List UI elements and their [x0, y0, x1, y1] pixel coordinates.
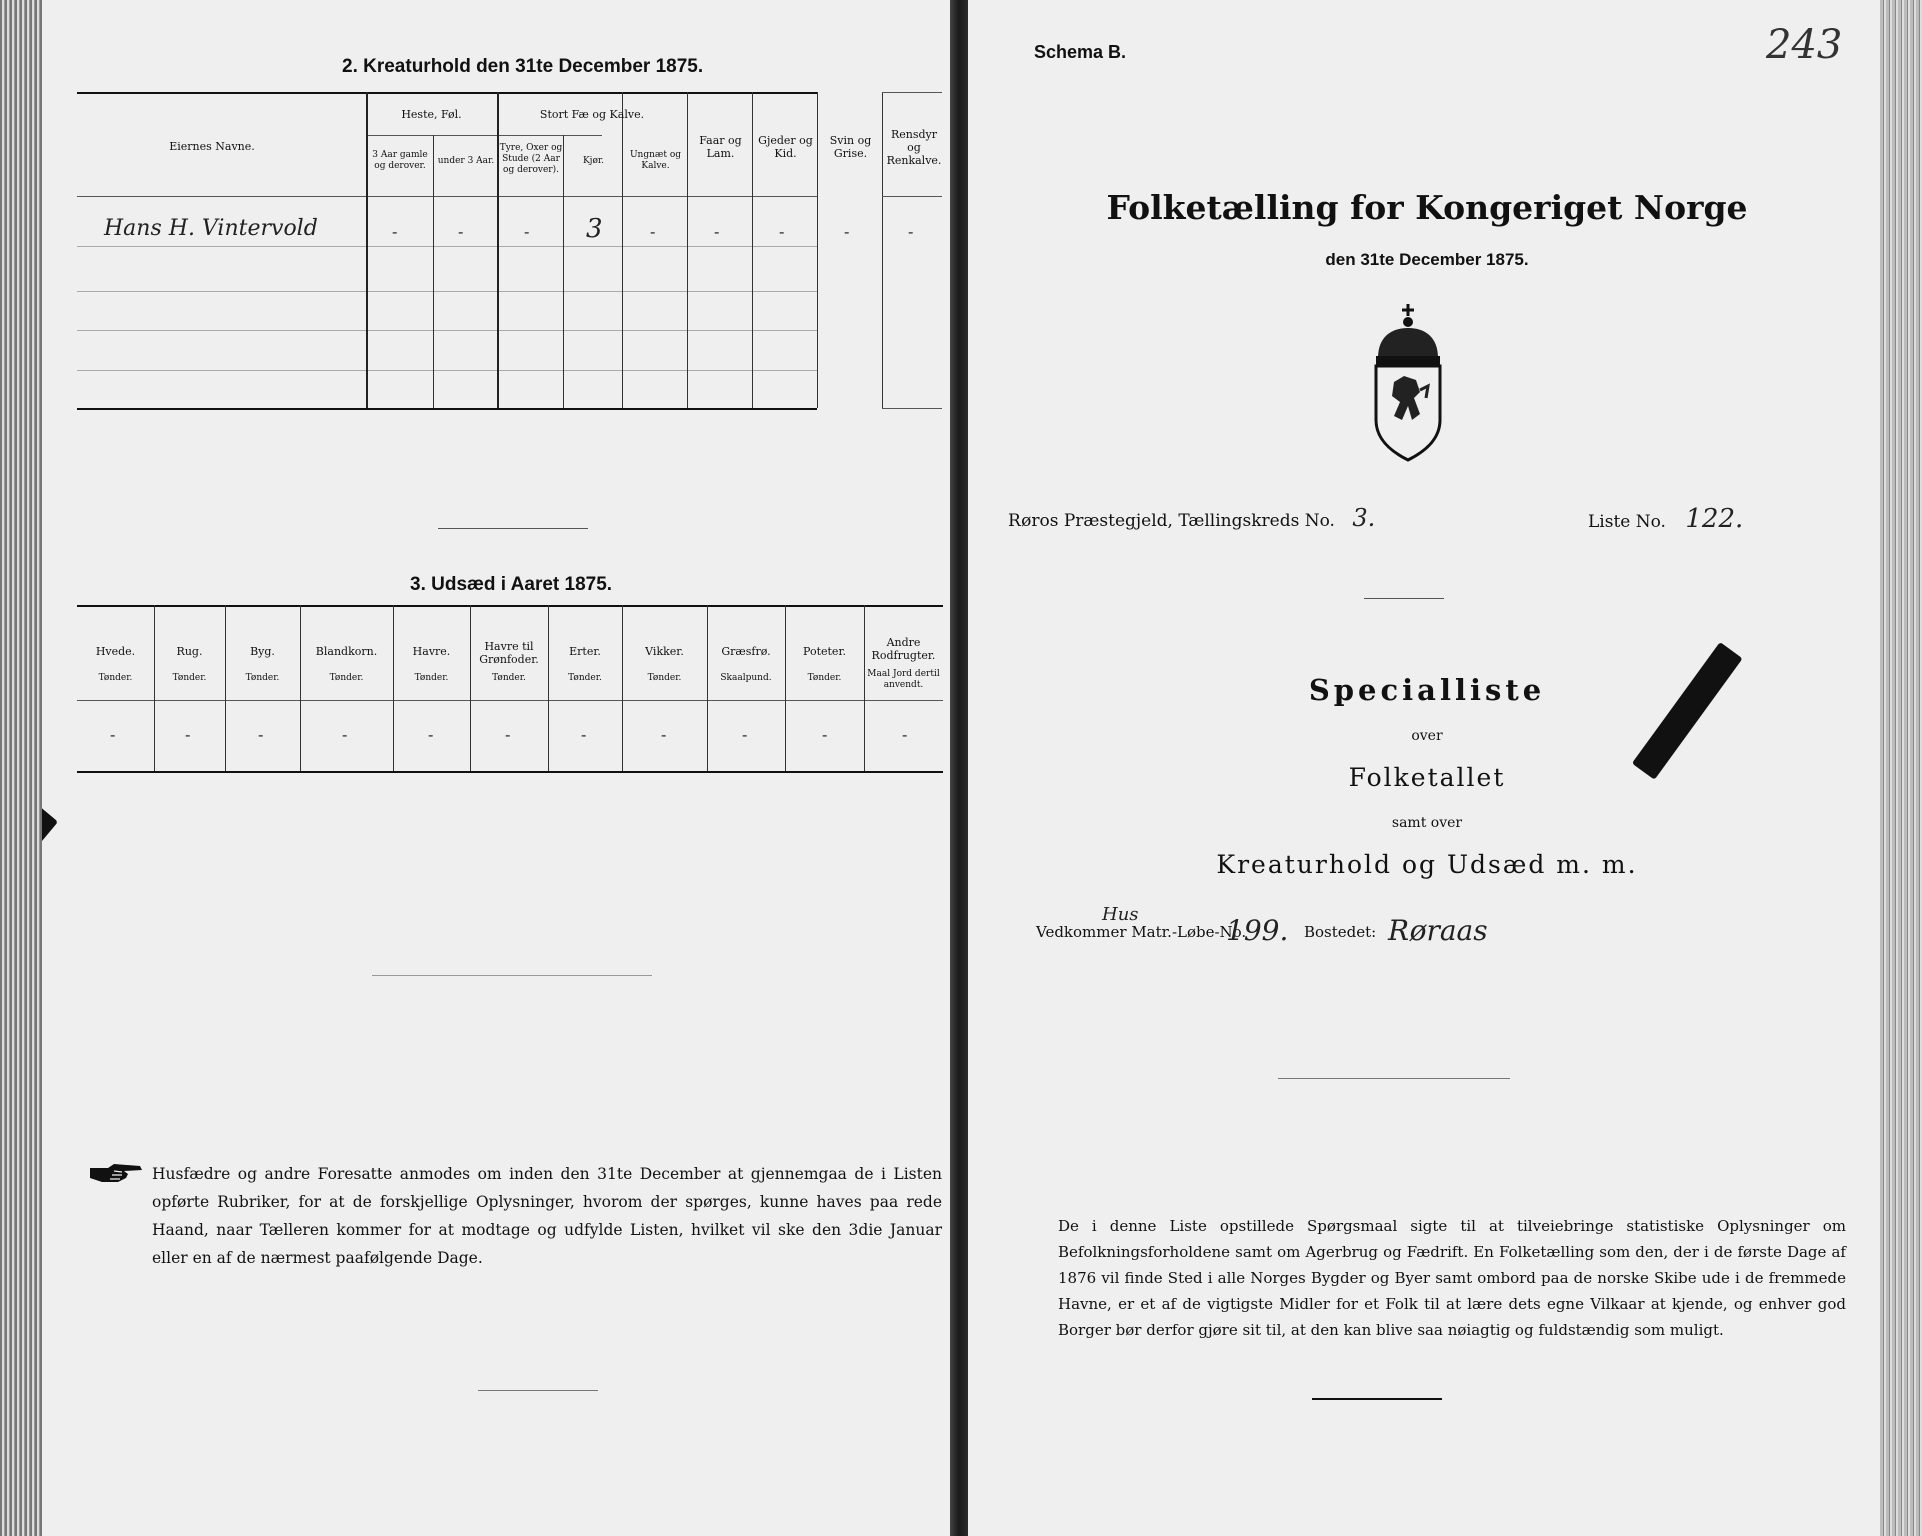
col-bulls: Tyre, Oxer og Stude (2 Aar og derover).: [499, 143, 563, 175]
crop-col-unit: Tønder.: [807, 673, 842, 683]
page-clip-marker: [42, 800, 58, 983]
census-date: den 31te December 1875.: [1325, 250, 1529, 269]
crop-col-unit: Tønder.: [568, 673, 602, 683]
main-title: Folketælling for Kongeriget Norge: [1106, 188, 1748, 227]
crop-value: -: [342, 725, 348, 744]
crop-col-unit: Skaalpund.: [720, 673, 772, 683]
owner-header: Eiernes Navne.: [169, 140, 255, 153]
crop-col-name: Hvede.: [95, 645, 136, 658]
crop-value: -: [505, 725, 511, 744]
value-horse-young: -: [458, 222, 464, 241]
crop-col-unit: Tønder.: [98, 673, 133, 683]
explanatory-paragraph: De i denne Liste opstillede Spørgsmaal sigte til at tilveiebringe statistiske Oplysninger om Befolkningsforholdene samt om Agerbrug og Fædrift. En Folketælling som den, der i de første Dage af 1876 vil finde Sted i alle Norges Bygder og Byer samt ombord paa de norske Skibe ude i de fremmede Havne, er et af de vigtigste Midler for et Folk til at lære dets egne Vilkaar at kjende, og enhver god Borger bør derfor gjøre sit til, at den kan blive saa nøiagtig og fuldstændig som muligt.: [1058, 1217, 1846, 1339]
kreaturhold-heading: Kreaturhold og Udsæd m. m.: [1216, 850, 1638, 879]
value-calves: -: [650, 222, 656, 241]
crop-col-name: Andre Rodfrugter.: [871, 636, 936, 662]
book-edge-right: [1880, 0, 1922, 1536]
crop-col-name: Blandkorn.: [315, 645, 378, 658]
right-page: [968, 0, 1886, 1536]
col-horse-old: 3 Aar gamle og derover.: [372, 150, 428, 171]
value-sheep: -: [714, 222, 720, 241]
value-bulls: -: [524, 222, 530, 241]
bostedet-label: Bostedet:: [1304, 923, 1377, 941]
col-calves: Ungnæt og Kalve.: [629, 150, 682, 171]
crop-col-name: Byg.: [250, 645, 275, 658]
crop-col-name: Erter.: [569, 645, 601, 658]
col-cows: Kjør.: [582, 156, 605, 166]
crop-col-name: Græsfrø.: [721, 645, 771, 658]
table-rule: [77, 408, 817, 410]
crop-value: -: [110, 725, 116, 744]
schema-label: Schema B.: [1034, 42, 1127, 62]
district-number: 3.: [1352, 504, 1376, 532]
crop-col-name: Vikker.: [645, 645, 684, 658]
crop-value: -: [258, 725, 264, 744]
crop-col-unit: Tønder.: [329, 673, 364, 683]
crop-col-unit: Tønder.: [492, 673, 526, 683]
col-horse-young: under 3 Aar.: [437, 156, 495, 166]
vedkommer-label: Vedkommer Matr.-Løbe-No.: [1036, 923, 1247, 941]
pointing-hand-icon: [88, 1160, 144, 1190]
crop-col-unit: Tønder.: [647, 673, 682, 683]
value-cows: 3: [586, 214, 603, 244]
separator: [438, 528, 588, 529]
notice-text: Husfædre og andre Foresatte anmodes om inden den 31te December at gjennemgaa de i Listen opførte Rubriker, for at de forskjellige Oplysninger, hvorom der spørges, kunne haves paa rede Haand, naar Tælleren kommer for at modtage og udfylde Listen, hvilket vil ske den 3die Januar eller en af de nærmest paafølgende Dage.: [152, 1165, 942, 1267]
page-number: 243: [1766, 22, 1843, 68]
hus-annotation: Hus: [1102, 904, 1139, 925]
value-horse-old: -: [392, 222, 398, 241]
table-rule: [77, 605, 943, 607]
separator: [478, 1390, 598, 1391]
separator: [1364, 598, 1444, 599]
cattle-group-header: Stort Fæ og Kalve.: [539, 108, 645, 121]
left-page: [42, 0, 958, 1536]
col-reindeer: Rensdyr og Renkalve.: [886, 128, 942, 167]
list-line: [1588, 504, 1743, 534]
specialliste-heading: Specialliste: [1308, 673, 1546, 707]
crop-col-name: Rug.: [176, 645, 203, 658]
crop-value: -: [428, 725, 434, 744]
col-goats: Gjeder og Kid.: [758, 134, 813, 160]
col-pigs: Svin og Grise.: [829, 134, 872, 160]
crop-col-name: Havre til Grønfoder.: [479, 640, 539, 666]
over-text: over: [1411, 728, 1443, 744]
coat-of-arms-icon: [1360, 302, 1456, 466]
horses-group-header: Heste, Føl.: [401, 108, 462, 121]
folketallet-heading: Folketallet: [1348, 763, 1506, 792]
book-edge-left: [0, 0, 42, 1536]
value-pigs: -: [844, 222, 850, 241]
matrikkel-number: 199.: [1226, 914, 1289, 947]
col-sheep: Faar og Lam.: [699, 134, 742, 160]
section2-title: 2. Kreaturhold den 31te December 1875.: [342, 56, 704, 77]
separator: [372, 975, 652, 976]
crop-col-unit: Maal Jord dertil anvendt.: [867, 669, 940, 690]
closing-rule: [1312, 1398, 1442, 1400]
crop-value: -: [822, 725, 828, 744]
value-reindeer: -: [908, 222, 914, 241]
separator: [1278, 1078, 1510, 1079]
section3-title: 3. Udsæd i Aaret 1875.: [410, 574, 613, 595]
crop-col-unit: Tønder.: [414, 673, 449, 683]
crop-value: -: [185, 725, 191, 744]
owner-name: Hans H. Vintervold: [104, 216, 318, 241]
table-rule: [77, 196, 817, 197]
crop-value: -: [581, 725, 587, 744]
table-rule: [77, 771, 943, 773]
crop-col-unit: Tønder.: [172, 673, 207, 683]
crop-value: -: [902, 725, 908, 744]
list-label: Liste No.: [1588, 512, 1666, 532]
bostedet-value: Røraas: [1388, 914, 1488, 947]
district-label: Røros Præstegjeld, Tællingskreds No.: [1008, 511, 1335, 531]
list-number: 122.: [1685, 504, 1744, 534]
samt-over-text: samt over: [1391, 815, 1463, 831]
crop-col-unit: Tønder.: [245, 673, 280, 683]
value-goats: -: [779, 222, 785, 241]
crop-col-name: Havre.: [412, 645, 451, 658]
crop-value: -: [661, 725, 667, 744]
table-rule: [77, 92, 817, 94]
crop-col-name: Poteter.: [803, 645, 846, 658]
district-line: [1008, 504, 1375, 532]
crop-value: -: [742, 725, 748, 744]
page-clip-marker: [1632, 642, 1743, 780]
